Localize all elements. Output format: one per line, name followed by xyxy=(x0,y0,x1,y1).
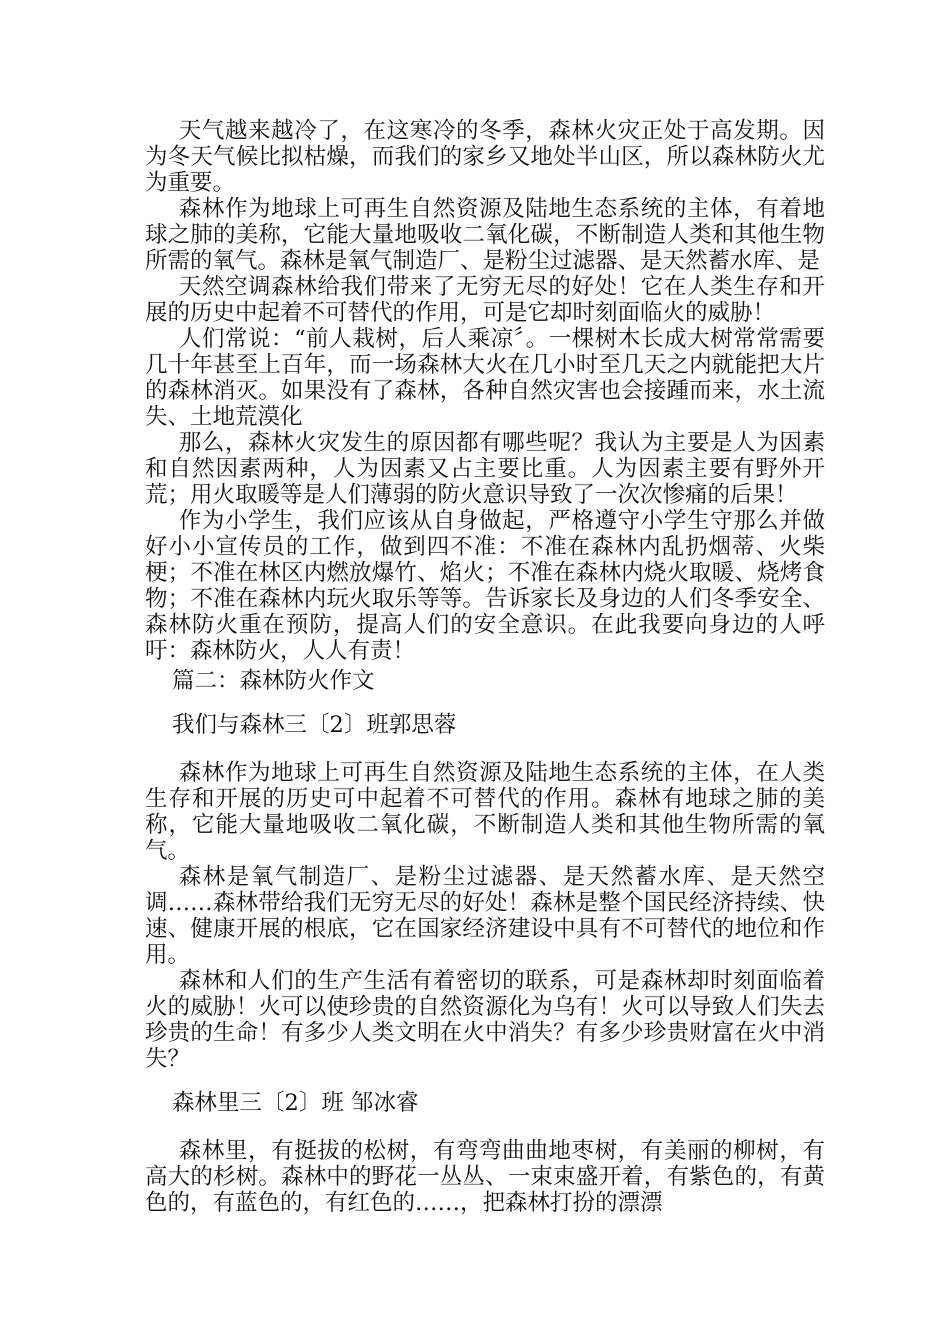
essay1-title: 我们与森林三〔2〕班郭思蓉 xyxy=(172,712,457,738)
essay2-title: 森林里三〔2〕班 邹冰睿 xyxy=(172,1090,419,1116)
paragraph-1: 天气越来越冷了，在这寒冷的冬季，森林火灾正处于高发期。因为冬天气候比拟枯燥，而我们的家乡又地处半山区，所以森林防火尤为重要。 xyxy=(145,118,825,196)
essay2-paragraph-1: 森林里，有挺拔的松树，有弯弯曲曲地枣树，有美丽的柳树，有高大的杉树。森林中的野花一丛丛、一束束盛开着，有紫色的，有黄色的，有蓝色的，有红色的……，把森林打扮的漂漂 xyxy=(145,1138,825,1216)
paragraph-2: 森林作为地球上可再生自然资源及陆地生态系统的主体，有着地球之肺的美称，它能大量地吸收二氧化碳，不断制造人类和其他生物所需的氧气。森林是氧气制造厂、是粉尘过滤器、是天然蓄水库、是 xyxy=(145,196,825,274)
paragraph-5: 那么，森林火灾发生的原因都有哪些呢？我认为主要是人为因素和自然因素两种，人为因素又占主要比重。人为因素主要有野外开荒；用火取暖等是人们薄弱的防火意识导致了一次次惨痛的后果！ xyxy=(145,430,825,508)
paragraph-4: 人们常说：“前人栽树，后人乘凉〞。一棵树木长成大树常常需要几十年甚至上百年，而一场森林大火在几小时至几天之内就能把大片的森林消灭。如果没有了森林，各种自然灾害也会接踵而来，水土流失、土地荒漠化 xyxy=(145,326,825,430)
essay1-paragraph-1: 森林作为地球上可再生自然资源及陆地生态系统的主体，在人类生存和开展的历史可中起着不可替代的作用。森林有地球之肺的美称，它能大量地吸收二氧化碳，不断制造人类和其他生物所需的氧气。 xyxy=(145,760,825,864)
essay1-paragraph-3: 森林和人们的生产生活有着密切的联系，可是森林却时刻面临着火的威胁！火可以使珍贵的自然资源化为乌有！火可以导致人们失去珍贵的生命！有多少人类文明在火中消失？有多少珍贵财富在火中消失？ xyxy=(145,968,825,1072)
document-page xyxy=(145,118,825,1216)
essay1-paragraph-2: 森林是氧气制造厂、是粉尘过滤器、是天然蓄水库、是天然空调……森林带给我们无穷无尽的好处！森林是整个国民经济持续、快速、健康开展的根底，它在国家经济建设中具有不可替代的地位和作用。 xyxy=(145,864,825,968)
paragraph-6: 作为小学生，我们应该从自身做起，严格遵守小学生守那么并做好小小宣传员的工作，做到四不准：不准在森林内乱扔烟蒂、火柴梗；不准在林区内燃放爆竹、焰火；不准在森林内烧火取暖、烧烤食物；不准在森林内玩火取乐等等。告诉家长及身边的人们冬季安全、森林防火重在预防，提高人们的安全意识。在此我要向身边的人呼吁：森林防火，人人有责！ xyxy=(145,508,825,664)
section-title: 篇二：森林防火作文 xyxy=(172,668,375,694)
paragraph-3: 天然空调森林给我们带来了无穷无尽的好处！它在人类生存和开展的历史中起着不可替代的作用，可是它却时刻面临火的威胁！ xyxy=(145,274,825,326)
